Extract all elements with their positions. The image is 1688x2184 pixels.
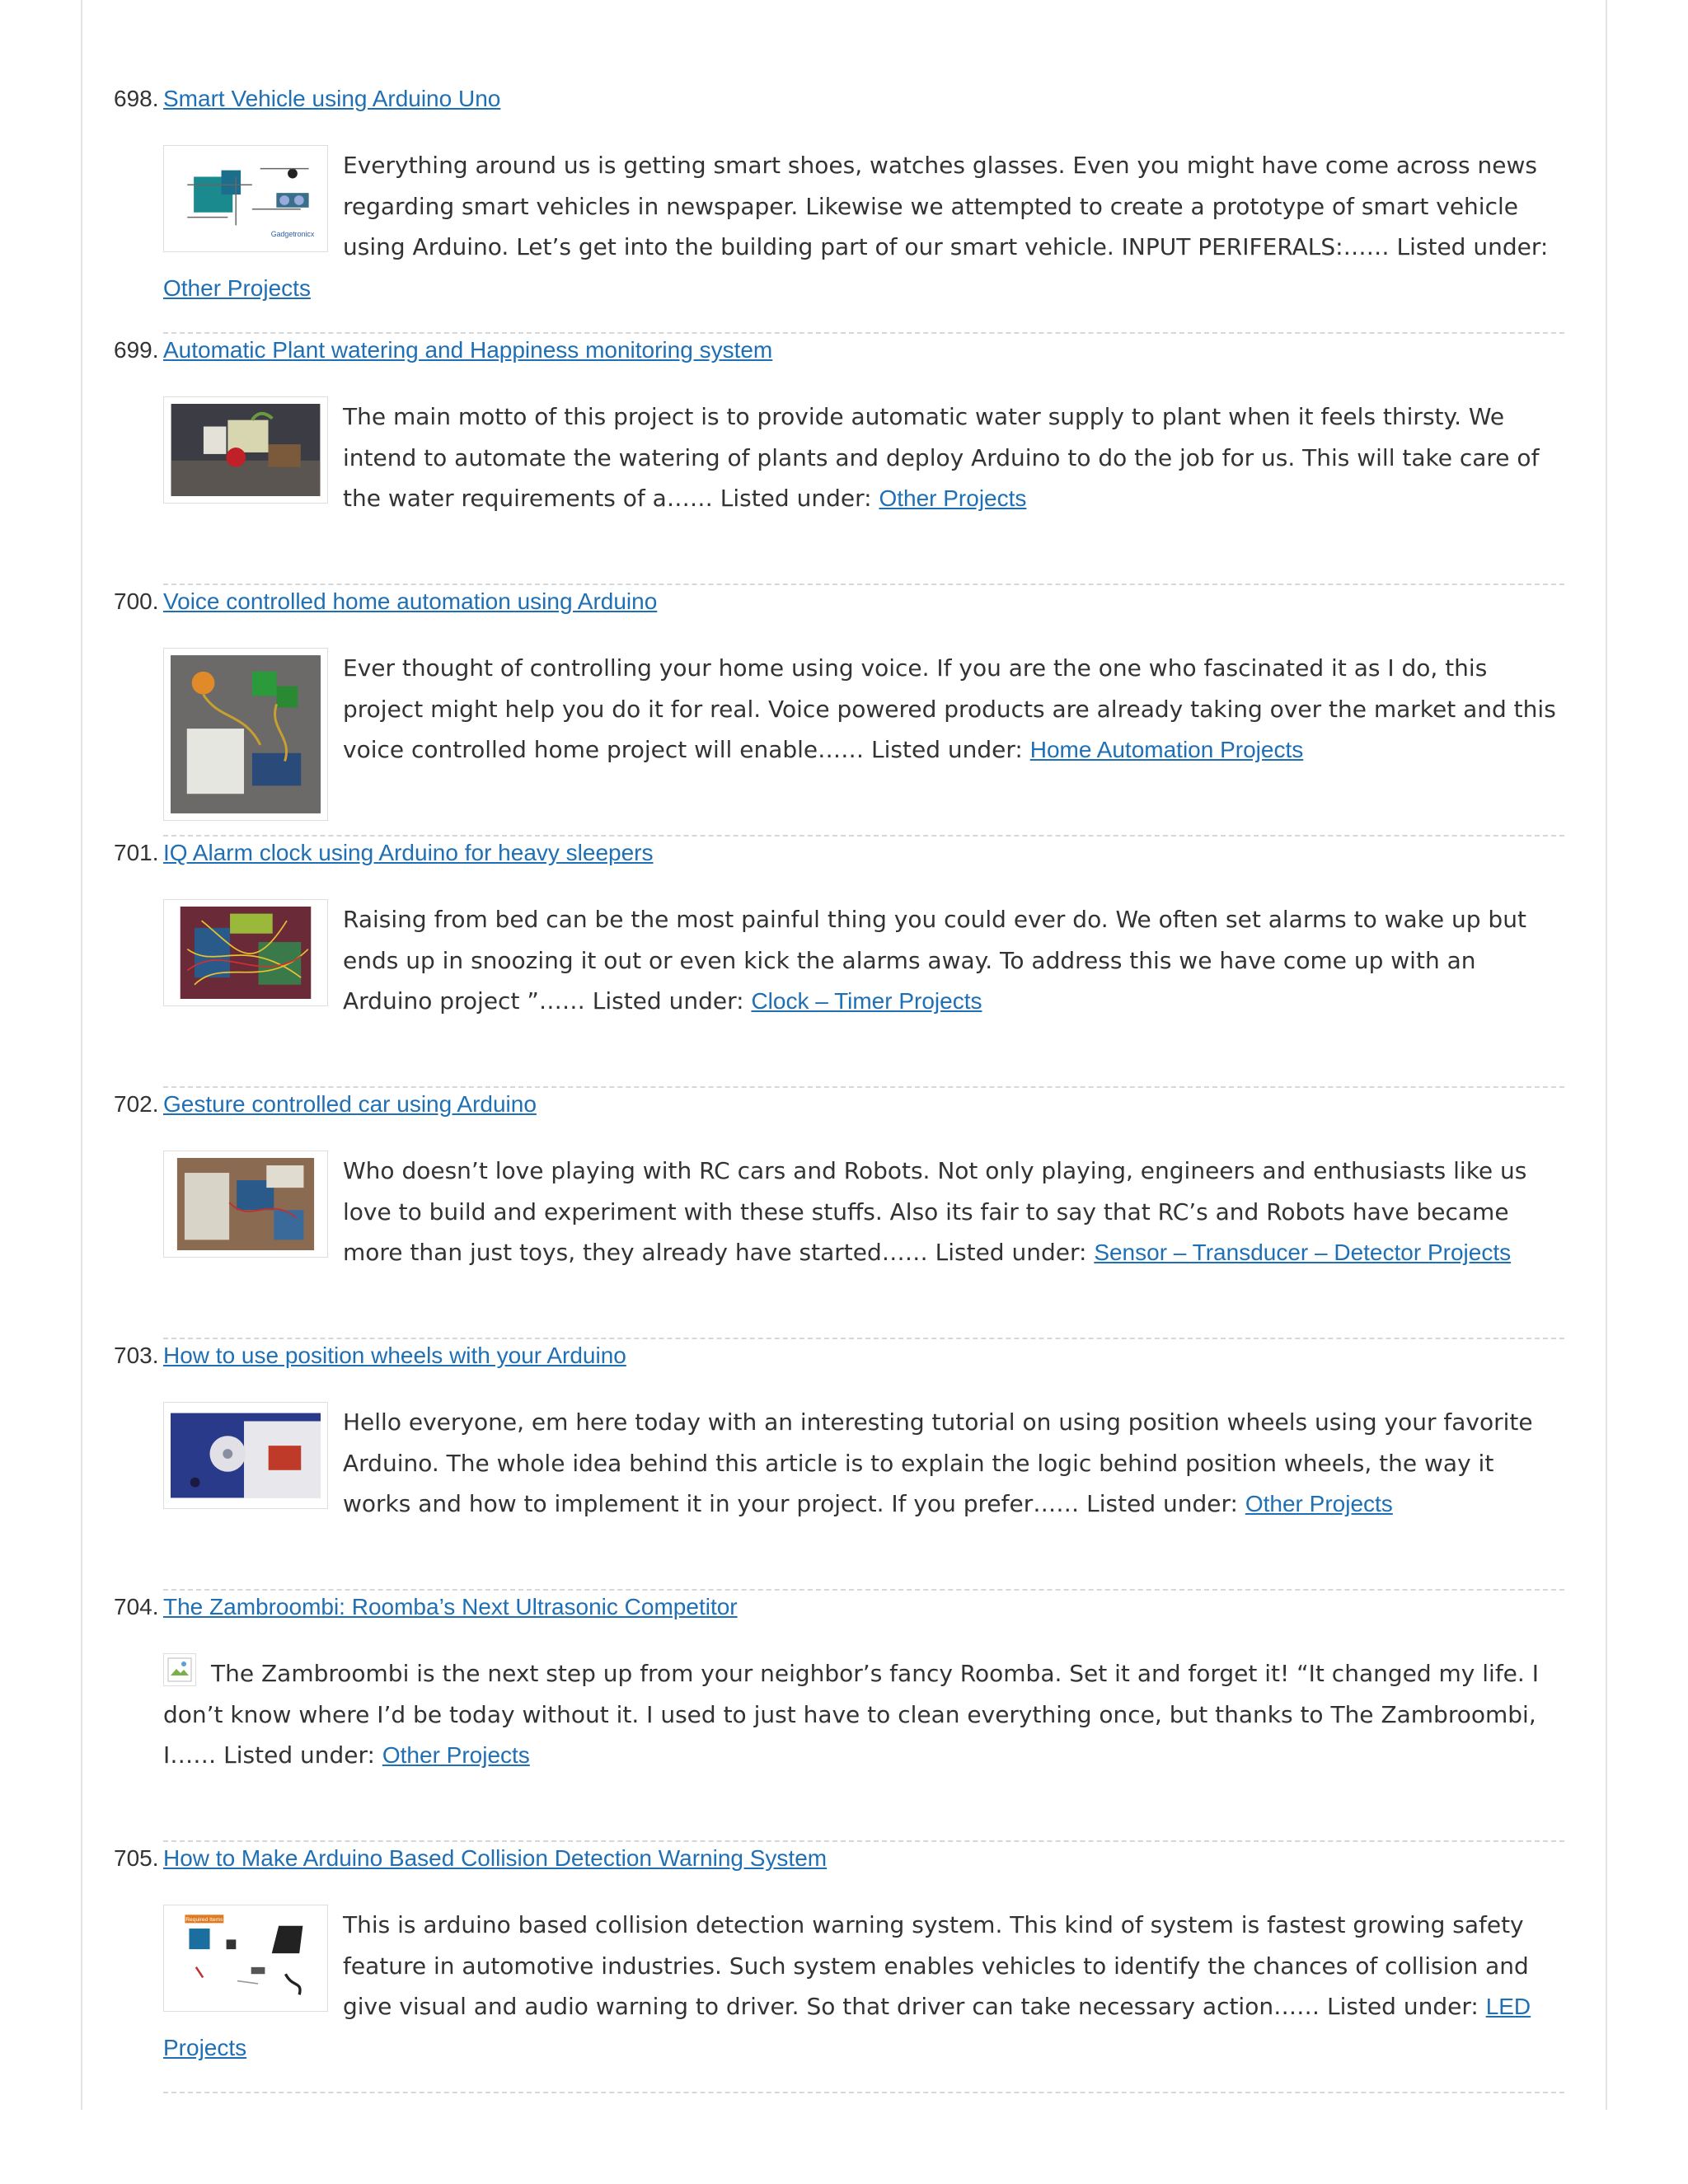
category-link[interactable]: Other Projects (163, 274, 311, 301)
item-divider (163, 2092, 1564, 2093)
item-description (163, 648, 1564, 771)
item-description-text: Everything around us is getting smart shoes, watches glasses. Even you might have come across news regarding smart vehicles in newspaper. Likewise we attempted to create a prototype of smart vehicle using Arduino. Let’s get into the building part of our smart vehicle. INPUT PERIFERALS:…… Listed under: (343, 152, 1549, 260)
item-number: 698. (114, 86, 159, 111)
item-heading (114, 334, 1564, 367)
item-body (114, 1905, 1564, 2068)
category-link[interactable]: Other Projects (382, 1742, 530, 1768)
item-heading (114, 1088, 1564, 1121)
project-thumbnail[interactable] (163, 1653, 196, 1686)
item-description (163, 396, 1564, 519)
item-title-link[interactable]: Voice controlled home automation using Arduino (163, 588, 658, 614)
list-item (114, 1591, 1564, 1842)
item-description-text: Who doesn’t love playing with RC cars and Robots. Not only playing, engineers and enthusiasts like us love to build and experiment with these stuffs. Also its fair to say that RC’s and Robots have became more than just toys, they already have started…… Listed under: (343, 1157, 1527, 1266)
home-automation-photo (171, 655, 321, 813)
item-description (163, 1151, 1564, 1273)
item-description-text: Raising from bed can be the most painful thing you could ever do. We often set alarms to wake up but ends up in snoozing it out or even kick the alarms away. To address this we have come up with an Arduino project ”…… Listed under: (343, 906, 1526, 1015)
item-description-text: The Zambroombi is the next step up from your neighbor’s fancy Roomba. Set it and forget it! “It changed my life. I don’t know where I’d be today without it. I used to just have to clean everything once, but thanks to The Zambroombi, I…… Listed under: (163, 1660, 1539, 1769)
list-item (114, 585, 1564, 837)
item-title-link[interactable]: How to Make Arduino Based Collision Detection Warning System (163, 1845, 828, 1871)
collision-system-items-image (171, 1912, 321, 2004)
item-description (163, 145, 1564, 308)
position-wheels-photo (171, 1409, 321, 1502)
thumbnail-logo-text: Gadgetronicx (270, 230, 315, 239)
gesture-car-photo (171, 1158, 321, 1250)
thumbnail-label-text: Required Items (185, 1916, 223, 1923)
category-link[interactable]: Home Automation Projects (1029, 737, 1304, 762)
item-heading (114, 1339, 1564, 1372)
broken-image-icon (167, 1657, 192, 1682)
category-link[interactable]: Other Projects (879, 485, 1027, 511)
item-description (163, 1653, 1564, 1776)
item-heading (114, 1842, 1564, 1875)
item-body (114, 648, 1564, 771)
item-number: 699. (114, 337, 159, 363)
content-panel (81, 0, 1607, 2110)
item-number: 703. (114, 1343, 159, 1368)
list-item (114, 1088, 1564, 1339)
list-item (114, 1842, 1564, 2093)
item-heading (114, 82, 1564, 115)
item-number: 704. (114, 1594, 159, 1619)
item-description-text: Ever thought of controlling your home using voice. If you are the one who fascinated it as I do, this project might help you do it for real. Voice powered products are already taking over the market and this voice controlled home project will enable…… Listed under: (343, 654, 1556, 763)
circuit-diagram-image (171, 152, 321, 245)
item-description-text: The main motto of this project is to provide automatic water supply to plant when it feels thirsty. We intend to automate the watering of plants and deploy Arduino to do the job for us. This will take care of the water requirements of a…… Listed under: (343, 403, 1540, 512)
item-body (114, 396, 1564, 519)
item-title-link[interactable]: Automatic Plant watering and Happiness monitoring system (163, 337, 773, 363)
item-description (163, 899, 1564, 1022)
item-body (114, 145, 1564, 308)
item-description-text: This is arduino based collision detection warning system. This kind of system is fastest growing safety feature in automotive industries. Such system enables vehicles to identify the chances of collision and give visual and audio warning to driver. So that driver can take necessary action…… Listed under: (343, 1911, 1529, 2020)
list-item (114, 837, 1564, 1088)
item-title-link[interactable]: IQ Alarm clock using Arduino for heavy sleepers (163, 840, 654, 865)
item-description (163, 1402, 1564, 1525)
item-heading (114, 585, 1564, 618)
project-thumbnail[interactable] (163, 396, 328, 504)
plant-watering-photo (171, 404, 321, 496)
item-description (163, 1905, 1564, 2068)
item-body (114, 1653, 1564, 1776)
project-thumbnail[interactable] (163, 899, 328, 1006)
category-link[interactable]: Sensor – Transducer – Detector Projects (1094, 1240, 1512, 1265)
project-thumbnail[interactable] (163, 1151, 328, 1258)
project-thumbnail[interactable] (163, 1402, 328, 1509)
project-thumbnail[interactable] (163, 1905, 328, 2012)
category-link[interactable]: Clock – Timer Projects (751, 988, 982, 1014)
list-item (114, 334, 1564, 585)
item-title-link[interactable]: The Zambroombi: Roomba’s Next Ultrasonic Competitor (163, 1594, 738, 1619)
alarm-clock-photo (171, 907, 321, 999)
item-heading (114, 837, 1564, 869)
item-description-text: Hello everyone, em here today with an interesting tutorial on using position wheels using your favorite Arduino. The whole idea behind this article is to explain the logic behind position wheels, the way it works and how to implement it in your project. If you prefer…… Listed under: (343, 1408, 1533, 1517)
list-item (114, 1339, 1564, 1591)
item-heading (114, 1591, 1564, 1624)
category-link[interactable]: Other Projects (1245, 1491, 1393, 1516)
project-thumbnail[interactable] (163, 145, 328, 252)
item-title-link[interactable]: How to use position wheels with your Arduino (163, 1343, 626, 1368)
item-number: 702. (114, 1091, 159, 1117)
category-link[interactable]: LED Projects (163, 1994, 1531, 2060)
item-title-link[interactable]: Smart Vehicle using Arduino Uno (163, 86, 501, 111)
project-thumbnail[interactable] (163, 648, 328, 821)
item-body (114, 899, 1564, 1022)
list-item (114, 82, 1564, 334)
item-body (114, 1151, 1564, 1273)
item-number: 705. (114, 1845, 159, 1871)
item-body (114, 1402, 1564, 1525)
item-number: 700. (114, 588, 159, 614)
project-list (114, 82, 1564, 2093)
item-title-link[interactable]: Gesture controlled car using Arduino (163, 1091, 537, 1117)
item-number: 701. (114, 840, 159, 865)
